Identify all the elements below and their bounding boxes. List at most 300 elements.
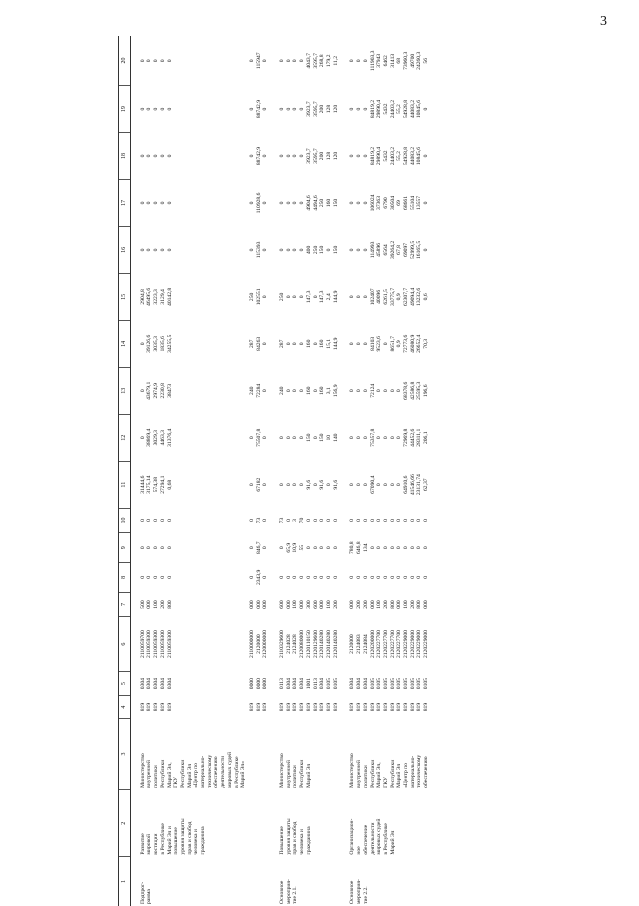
table-value: 68378,6 [403,381,410,400]
table-value: 2120110150 [305,630,312,658]
table-value: 0105 [325,678,332,690]
table-value: 55104 [409,195,416,210]
table-value: 300 [305,600,312,609]
table-value: 0 [312,342,319,346]
table-value: 000 [299,600,306,609]
table-value: 38869,4 [146,428,153,447]
table-value: 10845,6 [416,99,423,119]
table-value: 0 [312,389,319,393]
table-value: 0 [349,154,356,158]
column-6-values [270,617,340,671]
table-value: 0 [382,546,389,550]
table-value: 72284 [255,383,262,398]
table-value: 115947 [255,52,262,70]
table-value: 0 [356,575,363,579]
table-value: 160 [305,386,312,395]
table-value: 0 [299,436,306,440]
table-value: 0 [349,107,356,111]
table-value: 0113 [279,678,286,690]
column-8-values [130,563,248,593]
table-value: 68661 [403,195,410,210]
table-value: 0 [349,483,356,487]
table-value: 0 [159,248,166,252]
row-c2: Организацион- ное обеспечение деятельности мировых судей в Республике Марий Эл [349,818,396,855]
table-value: 0 [325,483,332,487]
table-header [119,36,131,906]
table-value: 0 [299,389,306,393]
table-value: 43679,1 [146,381,153,400]
table-value: 16165,5 [416,240,423,260]
table-value: 819 [396,702,403,712]
table-value: 0 [139,575,146,579]
table-value: 0 [312,575,319,579]
table-value: 0304 [166,678,173,690]
table-value: 819 [319,702,326,712]
table-value: 819 [312,702,319,712]
column-18-values [270,133,340,180]
table-value: 0 [362,483,369,487]
table-value: 0 [279,107,286,111]
table-value: 0 [299,295,306,299]
table-value: 0 [423,248,430,252]
table-value: 0 [285,342,292,346]
column-13-values [340,367,430,414]
table-value: 2120229000 [423,630,430,659]
table-value: 0 [146,546,153,550]
column-15-values [270,273,340,320]
table-value: 10845,6 [416,146,423,166]
table-value: 200 [332,600,339,609]
table-value: 0 [349,201,356,205]
table-value: 0 [279,546,286,550]
table-value: 0 [262,483,269,487]
table-value: 0 [299,248,306,252]
table-value: 0304 [356,678,363,690]
table-value: 200 [319,104,326,114]
table-value: 9523,6 [376,336,383,352]
table-value: 0 [153,201,160,205]
column-6-values [248,617,270,671]
table-value: 0 [362,201,369,205]
column-9-values [340,533,430,563]
table-value: 0 [153,154,160,158]
table-value: 28311,1 [416,428,423,447]
table-value: 0 [146,154,153,158]
table-value: 200 [319,151,326,161]
table-value: 2120000 [255,634,262,654]
table-value: 100 [325,600,332,609]
table-value: 70,3 [423,338,430,349]
table-value: 0 [146,59,153,63]
table-value: 0 [159,59,166,63]
table-value: 0 [416,519,423,522]
table-value: 819 [409,702,416,712]
column-7-values [248,592,270,617]
table-value: 2120129600 [312,630,319,659]
table-value: 46495,6 [146,287,153,306]
table-value: 6462 [382,55,389,67]
table-value: 0 [356,248,363,252]
table-value: 0 [262,389,269,393]
table-value: 000 [396,600,403,609]
column-4-values [270,696,340,718]
table-value: 0000 [248,678,255,690]
table-value: 0000 [255,678,262,690]
table-value: 0 [248,483,255,487]
table-value: 0 [376,436,383,440]
table-value: 0304 [139,678,146,690]
table-value: 0 [305,519,312,522]
table-value: 13557 [416,195,423,210]
table-value: 0 [299,342,306,346]
table-value: 2120080000 [299,630,306,659]
table-value: 0 [262,295,269,299]
table-value: 2124028 [285,634,292,654]
table-value: 150 [332,245,339,255]
rotated-table-content [118,36,608,906]
table-value: 0 [356,436,363,440]
table-value: 819 [389,702,396,712]
column-12-values [340,414,430,461]
table-value: 72773,6 [403,334,410,353]
table-value: 0 [356,295,363,299]
table-value: 0 [146,248,153,252]
table-value: 23131,74 [416,474,423,496]
table-value: 0 [362,248,369,252]
table-value: 0 [356,107,363,111]
table-value: 0 [396,575,403,579]
table-value: 0 [389,389,396,393]
column-11-values [340,461,430,508]
table-value: 0 [292,154,299,158]
column-16-values [130,226,248,273]
table-value: 120 [332,104,339,114]
table-value: 144,9 [332,337,339,351]
table-value: 2120227700 [389,630,396,659]
table-value: 800 [166,600,173,609]
row-c1: Подпрог- рамма [139,881,153,904]
table-value: 6790 [382,197,389,209]
table-value: 0 [248,248,255,252]
table-value: 0304 [146,678,153,690]
table-value: 287 [248,339,255,349]
column-header-16: 16 [119,226,131,273]
column-13-values [270,367,340,414]
table-value: 000 [262,600,269,609]
table-value: 3,1 [325,387,332,395]
table-value: 819 [299,702,306,712]
table-value: 000 [285,600,292,609]
column-6-values [340,617,430,671]
table-value: 2120227700 [396,630,403,659]
table-value: 0 [279,201,286,205]
table-value: 400 [305,245,312,255]
table-value: 000 [369,600,376,609]
table-value: 45896 [376,242,383,257]
table-value: 0 [248,519,255,522]
table-value: 0105 [376,678,383,690]
table-value: 800 [416,600,423,609]
table-value: 0000 [262,678,269,690]
table-value: 1001 [305,678,312,690]
column-header-15: 15 [119,273,131,320]
table-value: 0 [166,201,173,205]
column-8-values [248,563,270,593]
table-value: 0 [369,575,376,579]
column-5-values [130,671,248,696]
table-value: 54928,8 [403,146,410,166]
table-value: 0304 [299,678,306,690]
column-header-18: 18 [119,133,131,180]
table-value: 0 [248,436,255,440]
table-value: 1835,6 [159,336,166,352]
table-value: 819 [292,702,299,712]
table-value: 106024 [369,194,376,212]
table-value: 10,9 [292,542,299,553]
table-value: 88742,9 [255,99,262,119]
table-value: 49700 [409,53,416,68]
table-value: 0 [299,575,306,579]
table-value: 3595,7 [312,148,319,164]
column-7-values [130,592,248,617]
table-value: 147,3 [305,290,312,304]
column-header-4: 4 [119,696,131,718]
table-value: 2110059300 [166,630,173,658]
column-10-values [340,508,430,533]
column-14-values [130,320,248,367]
column-20-values [248,36,270,86]
table-value: 0 [159,575,166,579]
table-value: 29890,4 [376,99,383,119]
column-header-19: 19 [119,86,131,133]
table-value: 819 [153,702,160,712]
table-value: 0 [166,154,173,158]
table-value: 44083,2 [409,146,416,166]
table-value: 0 [146,575,153,579]
table-value: 0 [299,483,306,487]
table-value: 0105 [396,678,403,690]
column-header-5: 5 [119,671,131,696]
table-value: 0105 [389,678,396,690]
table-value: 15,1 [325,338,332,349]
table-value: 4043,7 [305,53,312,69]
table-value: 0 [349,59,356,63]
table-value: 287 [279,339,286,349]
table-value: 0 [262,519,269,522]
table-value: 0 [166,107,173,111]
column-12-values [270,414,340,461]
column-4-values [340,696,430,718]
table-value: 67,8 [396,245,403,255]
table-value: 0 [362,342,369,346]
column-18-values [130,133,248,180]
table-value: 0 [396,483,403,487]
table-value: 150 [319,433,326,442]
column-15-values [130,273,248,320]
table-value: 0 [362,59,369,63]
table-value: 0 [139,519,146,522]
table-value: 2110000000 [248,630,255,658]
column-14-values [340,320,430,367]
table-value: 0 [423,107,430,111]
table-value: 88742,9 [255,146,262,166]
table-value: 0 [356,483,363,487]
table-value: 31413 [389,53,396,68]
column-header-1: 1 [119,857,131,906]
table-value: 0 [285,107,292,111]
table-value: 3175,14 [146,475,153,494]
table-value: 0304 [362,678,369,690]
table-row [130,36,248,906]
table-value: 0 [139,389,146,393]
table-value: 0 [262,107,269,111]
table-value: 0 [362,107,369,111]
table-value: 2120229000 [403,630,410,659]
table-value: 2120000 [349,634,356,654]
table-value: 0 [262,248,269,252]
column-20-values [130,36,248,86]
table-value: 0 [349,295,356,299]
table-value: 0 [262,201,269,205]
table-value: 0 [153,59,160,63]
column-12-values [130,414,248,461]
table-value: 819 [382,702,389,712]
table-value: 0 [403,575,410,579]
table-value: 268,8 [319,54,326,68]
table-value: 819 [349,702,356,712]
table-value: 200 [356,600,363,609]
table-value: 0 [285,248,292,252]
column-header-8: 8 [119,563,131,593]
table-value: 200 [159,600,166,609]
table-value: 2110059300 [153,630,160,658]
column-16-values [270,226,340,273]
column-4-values [248,696,270,718]
table-value: 70 [299,517,306,524]
table-value: 160 [319,386,326,395]
table-value: 147,3 [319,290,326,304]
table-value: 115393 [255,241,262,259]
column-15-values [340,273,430,320]
column-20-values [340,36,430,86]
table-value: 42586,8 [409,381,416,400]
table-value: 27294,1 [159,475,166,494]
table-value: 2230,8 [159,383,166,399]
column-19-values [340,86,430,133]
table-value: 134 [362,543,369,552]
column-9-values [248,533,270,563]
row-c3 [248,718,270,790]
column-header-3: 3 [119,718,131,790]
table-value: 39264,2 [389,240,396,260]
table-value: 0 [279,59,286,63]
table-value: 102407 [369,288,376,306]
table-value: 2120229000 [416,630,423,659]
table-value: 3595,7 [312,53,319,69]
table-value: 0 [396,546,403,550]
table-value: 3923,7 [305,148,312,164]
table-value: 0 [248,575,255,579]
table-value: 206,1 [423,431,430,445]
table-row [248,36,270,906]
table-value: 000 [255,600,262,609]
budget-table [118,36,431,906]
table-value: 0 [382,342,389,346]
table-value: 31376,4 [166,428,173,447]
table-row [340,36,430,906]
table-value: 0 [166,59,173,63]
table-value: 2120140280 [325,630,332,659]
table-value: 0 [423,546,430,550]
table-value: 156,9 [332,384,339,398]
header-row [119,36,131,906]
column-16-values [248,226,270,273]
table-value: 0 [262,575,269,579]
column-12-values [248,414,270,461]
table-value: 0 [389,436,396,440]
table-value: 0 [292,389,299,393]
table-value: 0 [285,389,292,393]
table-value: 0 [153,546,160,550]
table-value: 55,2 [396,104,403,114]
table-value: 62307,7 [403,287,410,306]
table-value: 0105 [423,678,430,690]
table-value: 240 [279,386,286,395]
column-17-values [130,179,248,226]
table-value: 4904,6 [305,195,312,211]
table-value: 0 [285,519,292,522]
table-value: 500 [139,600,146,609]
table-value: 0 [356,519,363,522]
table-value: 0 [349,248,356,252]
table-value: 2110059300 [159,630,166,658]
table-value: 0 [139,154,146,158]
table-value: 2,4 [325,293,332,301]
table-value: 0 [332,519,339,522]
table-value: 819 [416,702,423,712]
table-value: 0 [376,519,383,522]
table-value: 0 [153,107,160,111]
table-value: 200 [382,600,389,609]
table-value: 0 [285,436,292,440]
table-value: 72969,8 [403,428,410,447]
table-value: 0 [325,519,332,522]
table-value: 0 [292,295,299,299]
table-value: 0 [159,546,166,550]
table-value: 0 [299,154,306,158]
column-header-20: 20 [119,36,131,86]
table-value: 646,8 [356,541,363,554]
column-15-values [248,273,270,320]
table-value: 84819,2 [369,146,376,166]
table-value: 68 [396,58,403,64]
table-value: 160 [319,339,326,349]
table-value: 0 [423,154,430,158]
table-value: 2124083 [356,634,363,654]
table-value: 819 [362,702,369,712]
column-18-values [340,133,430,180]
table-value: 5432 [382,103,389,115]
column-8-values [270,563,340,593]
table-value: 0 [139,59,146,63]
table-value: 0 [139,546,146,550]
table-value: 49094,4 [409,287,416,306]
column-7-values [270,592,340,617]
table-value: 0 [248,546,255,550]
table-value: 250 [248,292,255,302]
table-value: 0 [423,575,430,579]
table-value: 000 [146,600,153,609]
